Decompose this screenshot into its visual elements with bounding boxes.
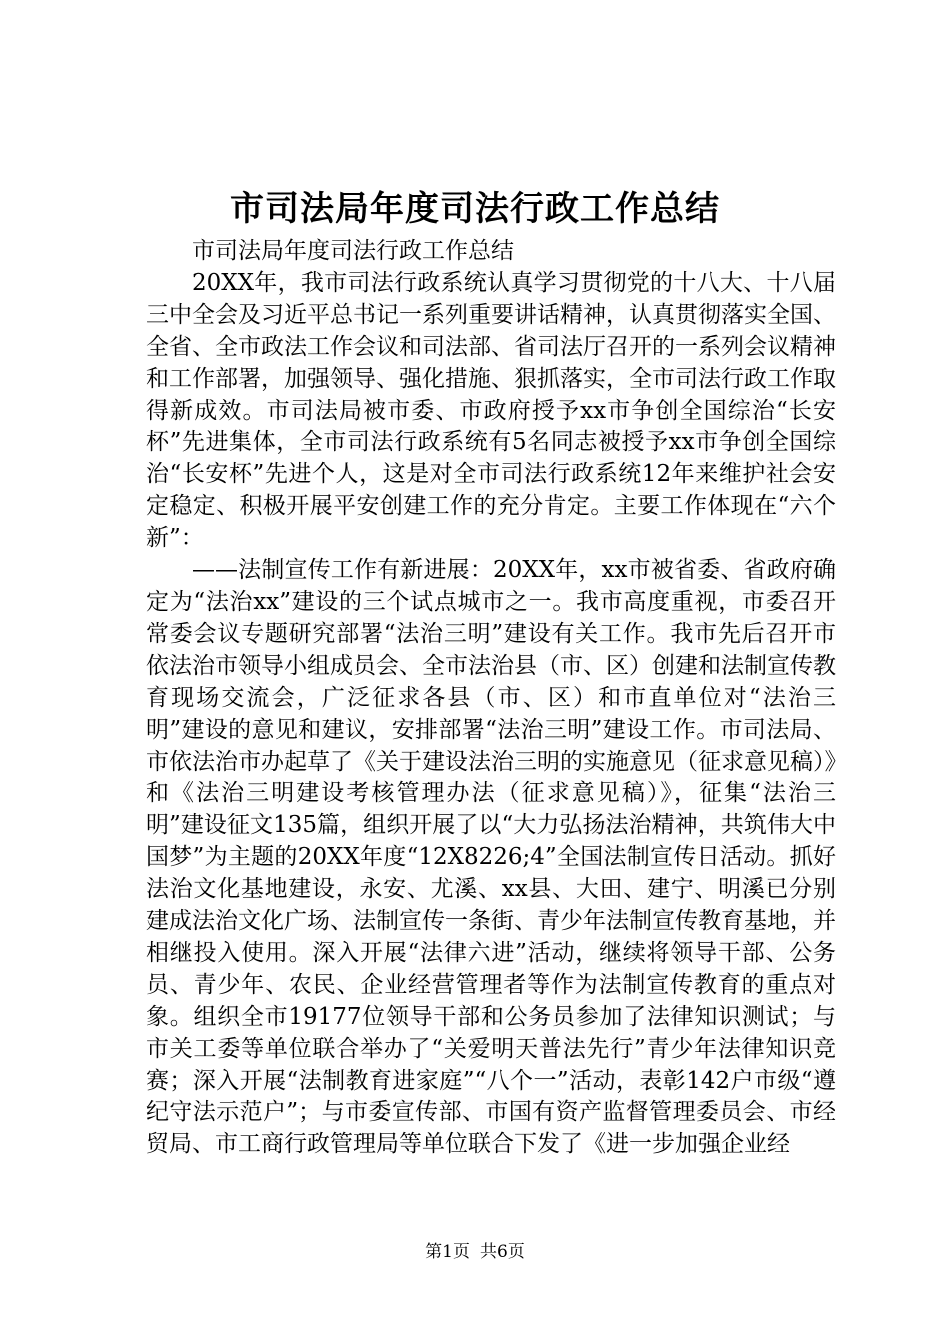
paragraph-subtitle: 市司法局年度司法行政工作总结 [192,238,514,264]
document-body [146,236,836,1161]
paragraph-overview: 20XX年，我市司法行政系统认真学习贯彻党的十八大、十八届三中全会及习近平总书记一系列重要讲话精神，认真贯彻落实全国、全省、全市政法工作会议和司法部、省司法厅召开的一系列会议精神和工作部署，加强领导、强化措施、狠抓落实，全市司法行政工作取得新成效。市司法局被市委、市政府授予xx市争创全国综治“长安杯”先进集体，全市司法行政系统有5名同志被授予xx市争创全国综治“长安杯”先进个人，这是对全市司法行政系统12年来维护社会安定稳定、积极开展平安创建工作的充分肯定。主要工作体现在“六个新”： [146,269,836,552]
page-footer [0,1240,950,1264]
paragraph-legal-publicity: ——法制宣传工作有新进展：20XX年，xx市被省委、省政府确定为“法治xx”建设的三个试点城市之一。我市高度重视，市委召开常委会议专题研究部署“法治三明”建设有关工作。我市先后召开市依法治市领导小组成员会、全市法治县（市、区）创建和法制宣传教育现场交流会，广泛征求各县（市、区）和市直单位对“法治三明”建设的意见和建议，安排部署“法治三明”建设工作。市司法局、市依法治市办起草了《关于建设法治三明的实施意见（征求意见稿）》和《法治三明建设考核管理办法（征求意见稿）》，征集“法治三明”建设征文135篇，组织开展了以“大力弘扬法治精神，共筑伟大中国梦”为主题的20XX年度“12X8226;4”全国法制宣传日活动。抓好法治文化基地建设，永安、尤溪、xx县、大田、建宁、明溪已分别建成法治文化广场、法制宣传一条街、青少年法制宣传教育基地，并相继投入使用。深入开展“法律六进”活动，继续将领导干部、公务员、青少年、农民、企业经营管理者等作为法制宣传教育的重点对象。组织全市19177位领导干部和公务员参加了法律知识测试；与市关工委等单位联合举办了“关爱明天普法先行”青少年法律知识竞赛；深入开展“法制教育进家庭”“八个一”活动，表彰142户市级“遵纪守法示范户”；与市委宣传部、市国有资产监督管理委员会、市经贸局、市工商行政管理局等单位联合下发了《进一步加强企业经 [146,557,836,1158]
document-title: 市司法局年度司法行政工作总结 [230,189,720,229]
page-total: 共6页 [480,1242,525,1262]
page-number: 第1页 [425,1242,470,1262]
